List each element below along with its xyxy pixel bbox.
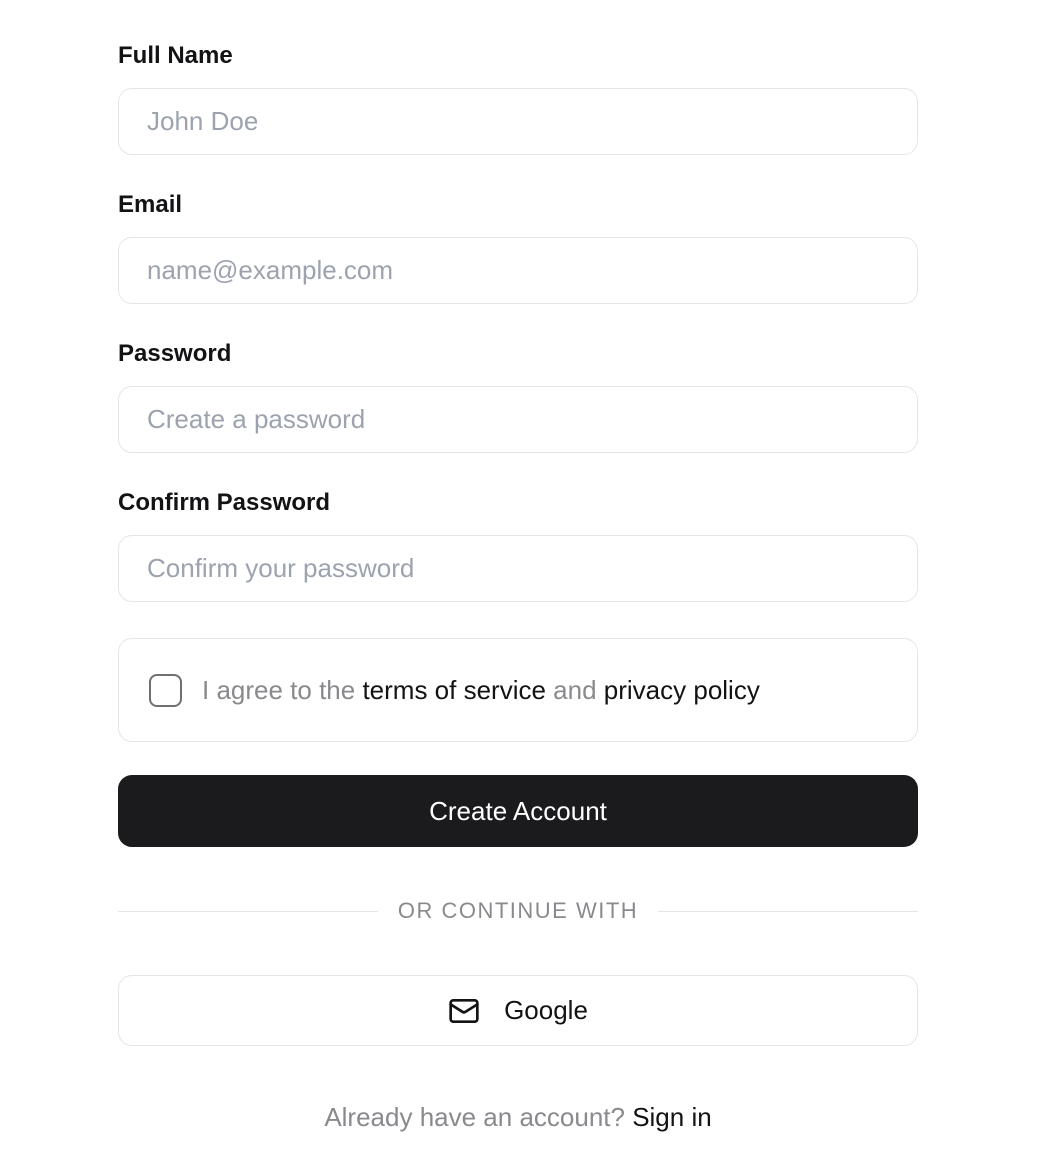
or-continue-divider xyxy=(118,898,918,924)
email-input[interactable] xyxy=(118,237,918,304)
confirm-password-input[interactable] xyxy=(118,535,918,602)
divider-line-left xyxy=(118,911,378,912)
agreement-conjunction: and xyxy=(545,674,604,705)
password-input[interactable] xyxy=(118,386,918,453)
confirm-password-label: Confirm Password xyxy=(118,489,331,516)
create-account-button[interactable]: Create Account xyxy=(118,775,918,847)
google-button-label: Google xyxy=(504,995,588,1025)
terms-checkbox[interactable] xyxy=(149,674,182,707)
password-label: Password xyxy=(118,340,232,367)
mail-icon xyxy=(448,995,480,1027)
email-label: Email xyxy=(118,191,183,218)
signin-link[interactable]: Sign in xyxy=(632,1102,712,1132)
full-name-input[interactable] xyxy=(118,88,918,155)
terms-agreement-text xyxy=(202,675,760,706)
signup-form xyxy=(118,0,918,1132)
signin-footer xyxy=(118,1102,918,1132)
terms-of-service-link[interactable]: terms of service xyxy=(362,674,546,705)
divider-label: OR CONTINUE WITH xyxy=(397,898,639,923)
full-name-label: Full Name xyxy=(118,42,233,69)
privacy-policy-link[interactable]: privacy policy xyxy=(603,674,760,705)
terms-agreement-box xyxy=(118,638,918,742)
signin-prompt: Already have an account? xyxy=(324,1102,633,1132)
divider-line-right xyxy=(658,911,918,912)
google-signin-button[interactable] xyxy=(118,975,918,1046)
agreement-prefix: I agree to the xyxy=(202,674,363,705)
